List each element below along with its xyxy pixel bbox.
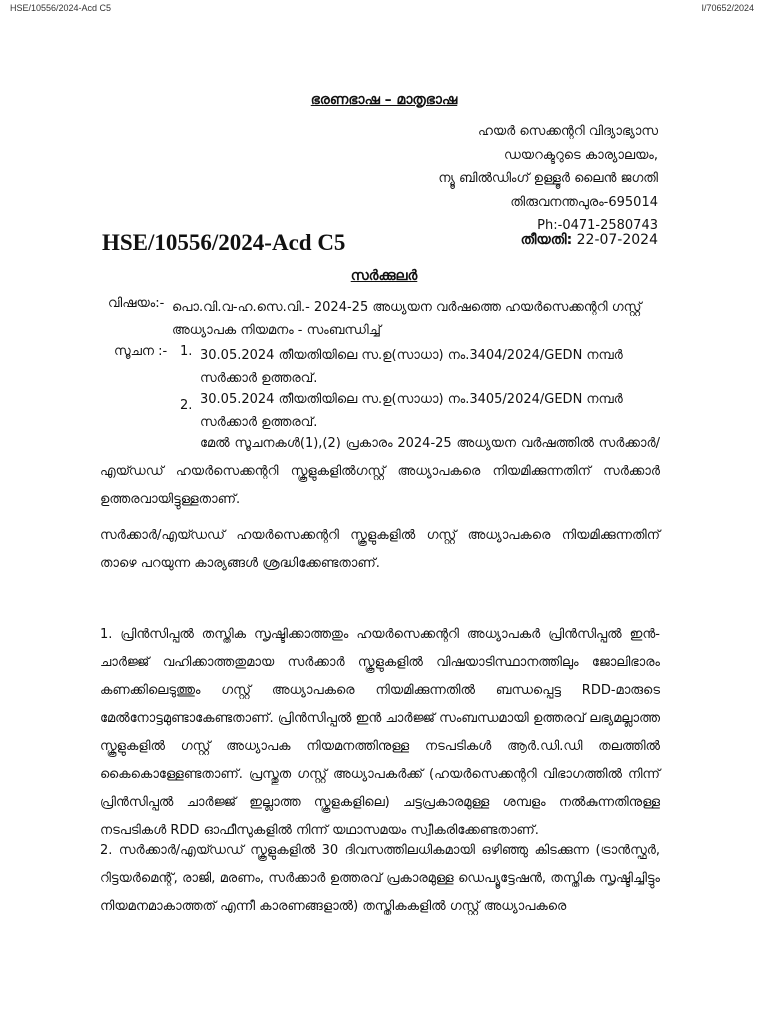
address-line-1: ഹയർ സെക്കന്ററി വിദ്യാഭ്യാസ [477, 124, 658, 139]
page-header-left: HSE/10556/2024-Acd C5 [10, 3, 112, 13]
date-label: തീയതി: [520, 232, 573, 248]
date-value: 22-07-2024 [576, 232, 658, 248]
body-paragraph-4: 2. സർക്കാർ/എയ്ഡഡ് സ്കൂളുകളിൽ 30 ദിവസത്തിലധികമായി ഒഴിഞ്ഞു കിടക്കുന്ന (ട്രാൻസ്ഫർ, റിട്ടയർമെന്റ്, രാജി, മരണം, സർക്കാർ ഉത്തരവ് പ്രകാരമുള്ള ഡെപ്യൂട്ടേഷൻ, തസ്തിക സൃഷ്ടിച്ചിട്ടും നിയമനമാകാത്തത് എന്നീ കാരണങ്ങളാൽ) തസ്തികകളിൽ ഗസ്റ്റ് അധ്യാപകരെ [100, 843, 660, 914]
motto-heading: ഭരണഭാഷ – മാതൃഭാഷ [310, 92, 458, 108]
circular-title: സർക്കുലർ [350, 268, 418, 284]
references-label: സൂചന :- [114, 344, 168, 359]
address-line-2: ഡയറക്ടറുടെ കാര്യാലയം, [504, 147, 658, 163]
reference-2-text: 30.05.2024 തീയതിയിലെ സ.ഉ(സാധാ) നം.3405/2024/GEDN നമ്പർ സർക്കാർ ഉത്തരവ്. [200, 392, 623, 430]
body-paragraph-1: മേൽ സൂചനകൾ(1),(2) പ്രകാരം 2024-25 അധ്യയന വർഷത്തിൽ സർക്കാർ/എയ്ഡഡ് ഹയർസെക്കന്ററി സ്കൂളുകളിൽഗസ്റ്റ് അധ്യാപകരെ നിയമിക്കുന്നതിന് സർക്കാർ ഉത്തരവായിട്ടുള്ളതാണ്. [100, 436, 660, 507]
reference-1-text: 30.05.2024 തീയതിയിലെ സ.ഉ(സാധാ) നം.3404/2024/GEDN നമ്പർ സർക്കാർ ഉത്തരവ്. [200, 348, 623, 386]
page-header-right: I/70652/2024 [701, 3, 754, 13]
document-date [521, 232, 658, 248]
reference-2-number: 2. [180, 398, 193, 413]
subject-label: വിഷയം:- [108, 296, 165, 311]
address-phone: Ph:-0471-2580743 [537, 218, 658, 233]
body-paragraph-2: സർക്കാർ/എയ്ഡഡ് ഹയർസെക്കന്ററി സ്കൂളുകളിൽ ഗസ്റ്റ് അധ്യാപകരെ നിയമിക്കുന്നതിന് താഴെ പറയുന്ന കാര്യങ്ങൾ ശ്രദ്ധിക്കേണ്ടതാണ്. [100, 528, 660, 571]
body-paragraph-3: 1. പ്രിൻസിപ്പൽ തസ്തിക സൃഷ്ടിക്കാത്തതും ഹയർസെക്കന്ററി അധ്യാപകർ പ്രിൻസിപ്പൽ ഇൻ-ചാർജ്ജ് വഹിക്കാത്തതുമായ സർക്കാർ സ്കൂളുകളിൽ വിഷയാടിസ്ഥാനത്തിലും ജോലിഭാരം കണക്കിലെടുത്തും ഗസ്റ്റ് അധ്യാപകരെ നിയമിക്കുന്നതിൽ ബന്ധപ്പെട്ട RDD-മാരുടെ മേൽനോട്ടമുണ്ടാകേണ്ടതാണ്. പ്രിൻസിപ്പൽ ഇൻ ചാർജ്ജ് സംബന്ധമായി ഉത്തരവ് ലഭ്യമല്ലാത്ത സ്കൂളുകളിൽ ഗസ്റ്റ് അധ്യാപക നിയമനത്തിനുള്ള നടപടികൾ ആർ.ഡി.ഡി തലത്തിൽ കൈകൊള്ളേണ്ടതാണ്. പ്രസ്തുത ഗസ്റ്റ് അധ്യാപകർക്ക് (ഹയർസെക്കന്ററി വിഭാഗത്തിൽ നിന്ന് പ്രിൻസിപ്പൽ ചാർജ്ജ് ഇല്ലാത്ത സ്കൂളകളിലെ) ചട്ടപ്രകാരമുള്ള ശമ്പളം നൽകുന്നതിനുള്ള നടപടികൾ RDD ഓഫീസുകളിൽ നിന്ന് യഥാസമയം സ്വീകരിക്കേണ്ടതാണ്. [100, 627, 660, 838]
address-line-4: തിരുവനന്തപുരം-695014 [510, 194, 658, 210]
reference-number: HSE/10556/2024-Acd C5 [102, 230, 346, 255]
office-address [438, 120, 658, 238]
reference-1-number: 1. [180, 344, 193, 359]
subject-text: പൊ.വി.വ-ഹ.സെ.വി.- 2024-25 അധ്യയന വർഷത്തെ ഹയർസെക്കന്ററി ഗസ്റ്റ് അധ്യാപക നിയമനം - സംബന്ധിച്ച് [172, 300, 642, 338]
address-line-3: ന്യൂ ബിൽഡിംഗ് ഉള്ളൂർ ലൈൻ ജഗതി [438, 171, 658, 186]
